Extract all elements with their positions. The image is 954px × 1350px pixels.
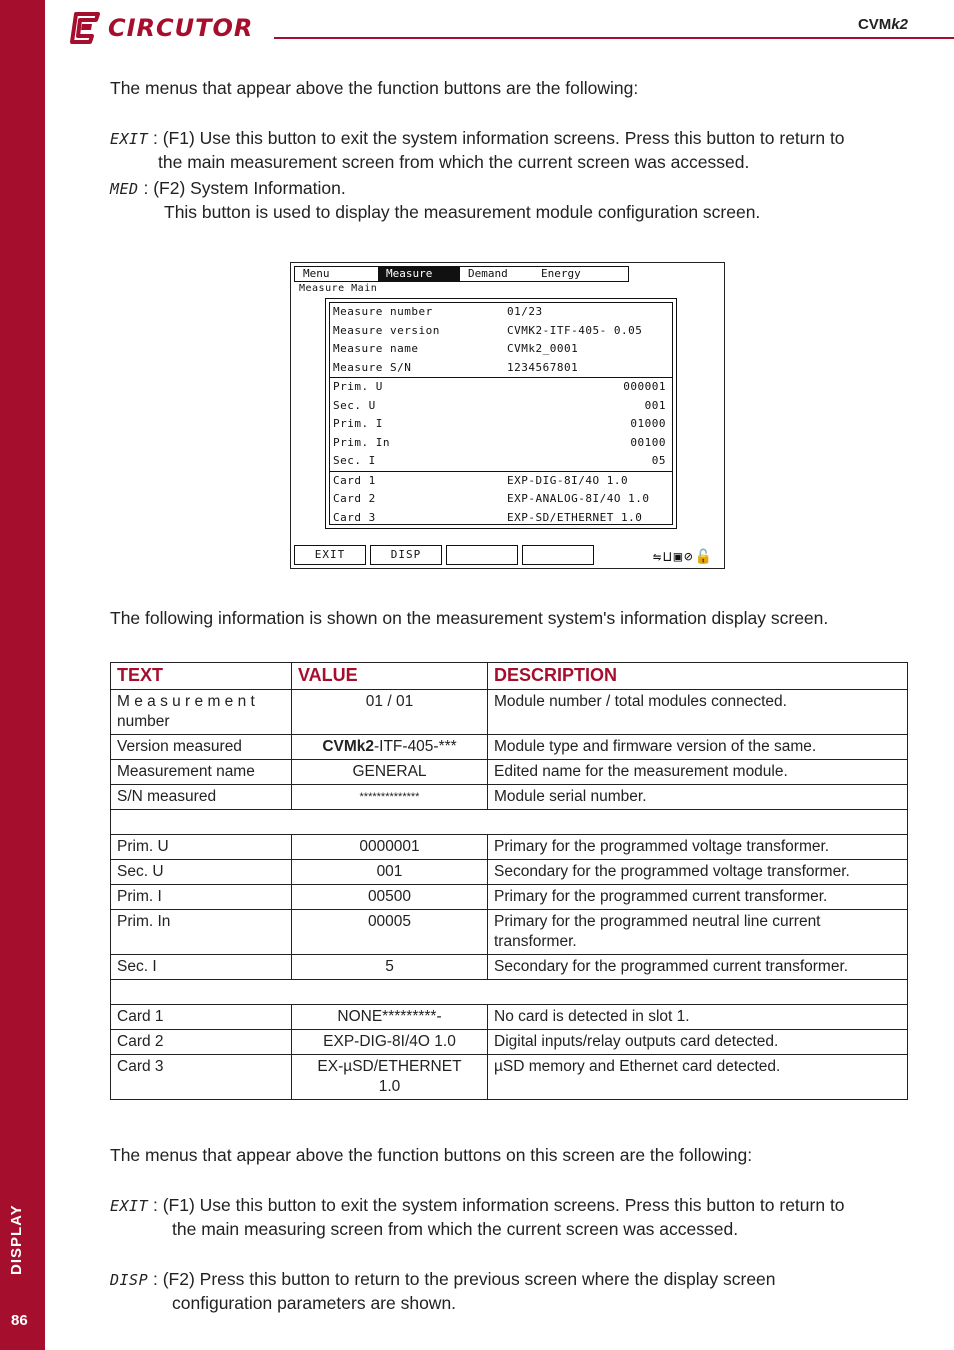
lcd-menu-bar: [294, 266, 629, 282]
table-row: [111, 1030, 908, 1055]
exit-key: EXIT: [110, 130, 149, 148]
table-cell: Primary for the programmed current transformer.: [488, 885, 908, 910]
table-cell: NONE*********-: [292, 1005, 488, 1030]
table-cell: No card is detected in slot 1.: [488, 1005, 908, 1030]
table-cell: Measurement name: [111, 760, 292, 785]
table-cell: 00500: [292, 885, 488, 910]
lcd-menu-item-active: Measure: [378, 267, 460, 281]
lcd-menu-item: Energy: [541, 267, 581, 280]
circutor-logo: [70, 10, 253, 46]
disp-key: DISP: [110, 1271, 149, 1289]
table-cell: S/N measured: [111, 785, 292, 810]
model-name: CVMk2: [857, 16, 908, 33]
table-cell: 0000001: [292, 835, 488, 860]
table-header: VALUE: [292, 663, 488, 690]
table-cell: M e a s u r e m e n t number: [111, 690, 292, 735]
table-cell: Module type and firmware version of the same.: [488, 735, 908, 760]
lcd-group-module: [330, 303, 672, 378]
menu-item-disp: DISP : (F2) Press this button to return to the previous screen where the display screen configuration parameters are shown.: [110, 1269, 776, 1313]
lcd-menu-item: Demand: [468, 267, 508, 280]
table-header: DESCRIPTION: [488, 663, 908, 690]
lcd-row: Prim. In 00100: [333, 435, 666, 449]
menu-item-med: MED : (F2) System Information. This button is used to display the measurement module configuration screen.: [110, 178, 761, 222]
table-separator-row: [111, 810, 908, 835]
table-cell: Prim. In: [111, 910, 292, 955]
lcd-row: Sec. I 05: [333, 454, 666, 467]
table-cell: 5: [292, 955, 488, 980]
menu-item-exit: EXIT : (F1) Use this button to exit the system information screens. Press this button to return to the main measurement screen from which the current screen was accessed.: [110, 128, 845, 172]
table-cell: Edited name for the measurement module.: [488, 760, 908, 785]
table-cell: Version measured: [111, 735, 292, 760]
lcd-row: Card 3 EXP-SD/ETHERNET 1.0: [333, 510, 643, 524]
lcd-status-icons: ⇋⊔▣⊘🔓: [652, 549, 714, 565]
brand-name: CIRCUTOR: [108, 14, 254, 42]
table-cell: Sec. U: [111, 860, 292, 885]
lcd-fkey-exit: EXIT: [294, 545, 366, 565]
table-cell: Primary for the programmed neutral line current transformer.: [488, 910, 908, 955]
table-row: [111, 835, 908, 860]
table-row: [111, 735, 908, 760]
table-row: [111, 1055, 908, 1100]
table-cell: Card 3: [111, 1055, 292, 1100]
med-key: MED: [110, 180, 139, 198]
lcd-menu-item: Menu: [303, 267, 330, 280]
table-row: [111, 910, 908, 955]
table-row: [111, 760, 908, 785]
table-cell: Prim. I: [111, 885, 292, 910]
intro-text: The menus that appear above the function buttons are the following:: [110, 78, 639, 98]
table-cell: Digital inputs/relay outputs card detected.: [488, 1030, 908, 1055]
header-rule: [274, 37, 954, 39]
table-cell: GENERAL: [292, 760, 488, 785]
lcd-row: Measure version CVMK2-ITF-405- 0.05: [333, 323, 643, 337]
table-cell: Card 1: [111, 1005, 292, 1030]
lcd-row: Sec. U 001: [333, 398, 666, 412]
lcd-row: Card 2 EXP-ANALOG-8I/4O 1.0: [333, 492, 650, 505]
table-header: TEXT: [111, 663, 292, 690]
lcd-row: Prim. I 01000: [333, 417, 666, 430]
circutor-logo-icon: [70, 11, 102, 45]
lcd-row: Measure number 01/23: [333, 305, 543, 318]
lcd-fkey-disp: DISP: [370, 545, 442, 565]
lcd-group-transformers: [330, 378, 672, 472]
table-row: [111, 690, 908, 735]
table-row: [111, 885, 908, 910]
table-cell: **************: [292, 785, 488, 810]
lcd-fkey-f4: [522, 545, 594, 565]
lcd-row: Measure S/N 1234567801: [333, 360, 579, 374]
sidebar: [0, 0, 45, 1350]
exit-key: EXIT: [110, 1197, 149, 1215]
table-cell: EXP-DIG-8I/4O 1.0: [292, 1030, 488, 1055]
lcd-screenshot: [290, 262, 725, 569]
lcd-fkey-f3: [446, 545, 518, 565]
page-number: 86: [11, 1312, 28, 1329]
table-cell: Secondary for the programmed voltage transformer.: [488, 860, 908, 885]
table-cell: Secondary for the programmed current transformer.: [488, 955, 908, 980]
table-cell: Module serial number.: [488, 785, 908, 810]
lcd-row: Prim. U 000001: [333, 380, 666, 393]
table-cell: Sec. I: [111, 955, 292, 980]
table-cell: µSD memory and Ethernet card detected.: [488, 1055, 908, 1100]
table-row: [111, 860, 908, 885]
table-header-row: [111, 663, 908, 690]
menu-item-exit-2: EXIT : (F1) Use this button to exit the system information screens. Press this button to return to the main measuring screen from which the current screen was accessed.: [110, 1195, 845, 1239]
table-cell: Module number / total modules connected.: [488, 690, 908, 735]
table-cell: Card 2: [111, 1030, 292, 1055]
lcd-group-cards: [330, 472, 672, 528]
lcd-row: Measure name CVMk2_0001: [333, 342, 579, 355]
info-table: [110, 662, 908, 1100]
lcd-breadcrumb: Measure Main: [299, 283, 378, 294]
lcd-function-keys: [294, 545, 594, 565]
table-cell: EX-µSD/ETHERNET 1.0: [292, 1055, 488, 1100]
lcd-info-box: [325, 298, 677, 529]
section-label: DISPLAY: [8, 1204, 25, 1275]
table-cell: Prim. U: [111, 835, 292, 860]
table-cell: CVMk2-ITF-405-***: [292, 735, 488, 760]
table-row: [111, 1005, 908, 1030]
table-cell: 001: [292, 860, 488, 885]
table-cell: Primary for the programmed voltage transformer.: [488, 835, 908, 860]
table-row: [111, 785, 908, 810]
table-cell: 01 / 01: [292, 690, 488, 735]
lcd-row: Card 1 EXP-DIG-8I/4O 1.0: [333, 473, 629, 487]
table-cell: 00005: [292, 910, 488, 955]
info-text: The following information is shown on the measurement system's information display screen.: [110, 608, 829, 628]
table-separator-row: [111, 980, 908, 1005]
outro-text: The menus that appear above the function buttons on this screen are the following:: [110, 1145, 753, 1165]
table-row: [111, 955, 908, 980]
